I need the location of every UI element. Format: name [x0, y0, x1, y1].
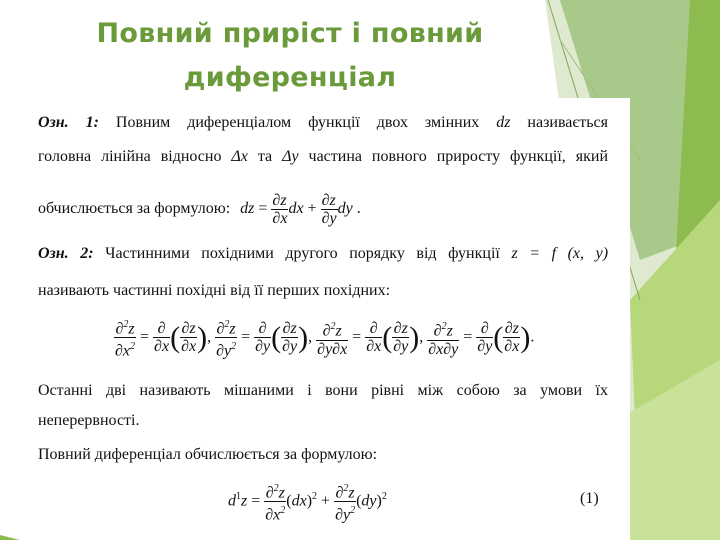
def1-line1: [38, 112, 608, 134]
def1-text3: обчислюється за формулою:: [38, 200, 231, 218]
def1-line3: [38, 192, 608, 227]
para2-line1: [38, 444, 608, 466]
def1-and: та: [257, 148, 273, 165]
def1-text1-end: називається: [527, 114, 609, 131]
def2-func: z = f (x, y): [511, 245, 609, 262]
formula-dz: dz = $\frac{\partial z}{\partial x}$ dx + $\frac{\partial z}{\partial y}$ dy .: [240, 192, 361, 227]
equation-number: (1): [580, 490, 599, 507]
para1-text2: неперервності.: [38, 412, 140, 429]
def2-text1: Частинними похідними другого порядку від функції: [105, 245, 500, 262]
def2-text2: називають частинні похідні від її перших похідних:: [38, 282, 391, 299]
def1-dy: Δy: [282, 148, 299, 165]
def2-line2: [38, 280, 608, 302]
def1-dz: dz: [496, 114, 511, 131]
def1-label: Озн. 1:: [38, 114, 99, 131]
content-panel: [32, 98, 630, 540]
def1-text2b: частина повного приросту функції, який: [308, 148, 608, 165]
para1-line1: [38, 380, 608, 402]
title-line-1: Повний приріст і повний: [96, 18, 484, 49]
def2-line1: [38, 243, 608, 265]
para1-line2: [38, 410, 608, 432]
def1-text1: Повним диференціалом функції двох змінних: [115, 114, 480, 131]
para1-text1: Останні дві називають мішаними і вони рівні між собою за умови їх: [38, 382, 608, 399]
def2-label: Озн. 2:: [38, 245, 94, 262]
para2-text1: Повний диференціал обчислюється за формулою:: [38, 446, 378, 463]
def1-text2a: головна лінійна відносно: [38, 148, 222, 165]
def1-line2: [38, 146, 608, 168]
slide-title: [40, 12, 540, 100]
formula-second-derivatives: $\frac{\partial^2z}{\partial x^2}$ = $\frac{\partial}{\partial x}$ ( $\frac{\partial z}{\partial x}$ ), $\frac{\partial^2z}{\partial y^2}$ = $\frac{\partial}{\partial y}$ ( $\frac{\partial z}{\partial y}$ ), $\frac{\partial^2z}{\partial y\partial x}$ = $\frac{\partial}{\partial x}$ ( $\frac{\partial z}{\partial y}$ ), $\frac{\partial^2z}{\partial x\partial y}$ = $\frac{\partial}{\partial y}$ ( $\frac{\partial z}{\partial x}$ ).: [114, 316, 534, 360]
def1-dx: Δx: [231, 148, 248, 165]
formula-full-differential: $d^1z$ = $\frac{\partial^2z}{\partial x^2}$ (dx)$^2$ + $\frac{\partial^2z}{\partial y^2}$ (dy)$^2$: [228, 480, 387, 524]
title-line-2: диференціал: [183, 62, 397, 93]
